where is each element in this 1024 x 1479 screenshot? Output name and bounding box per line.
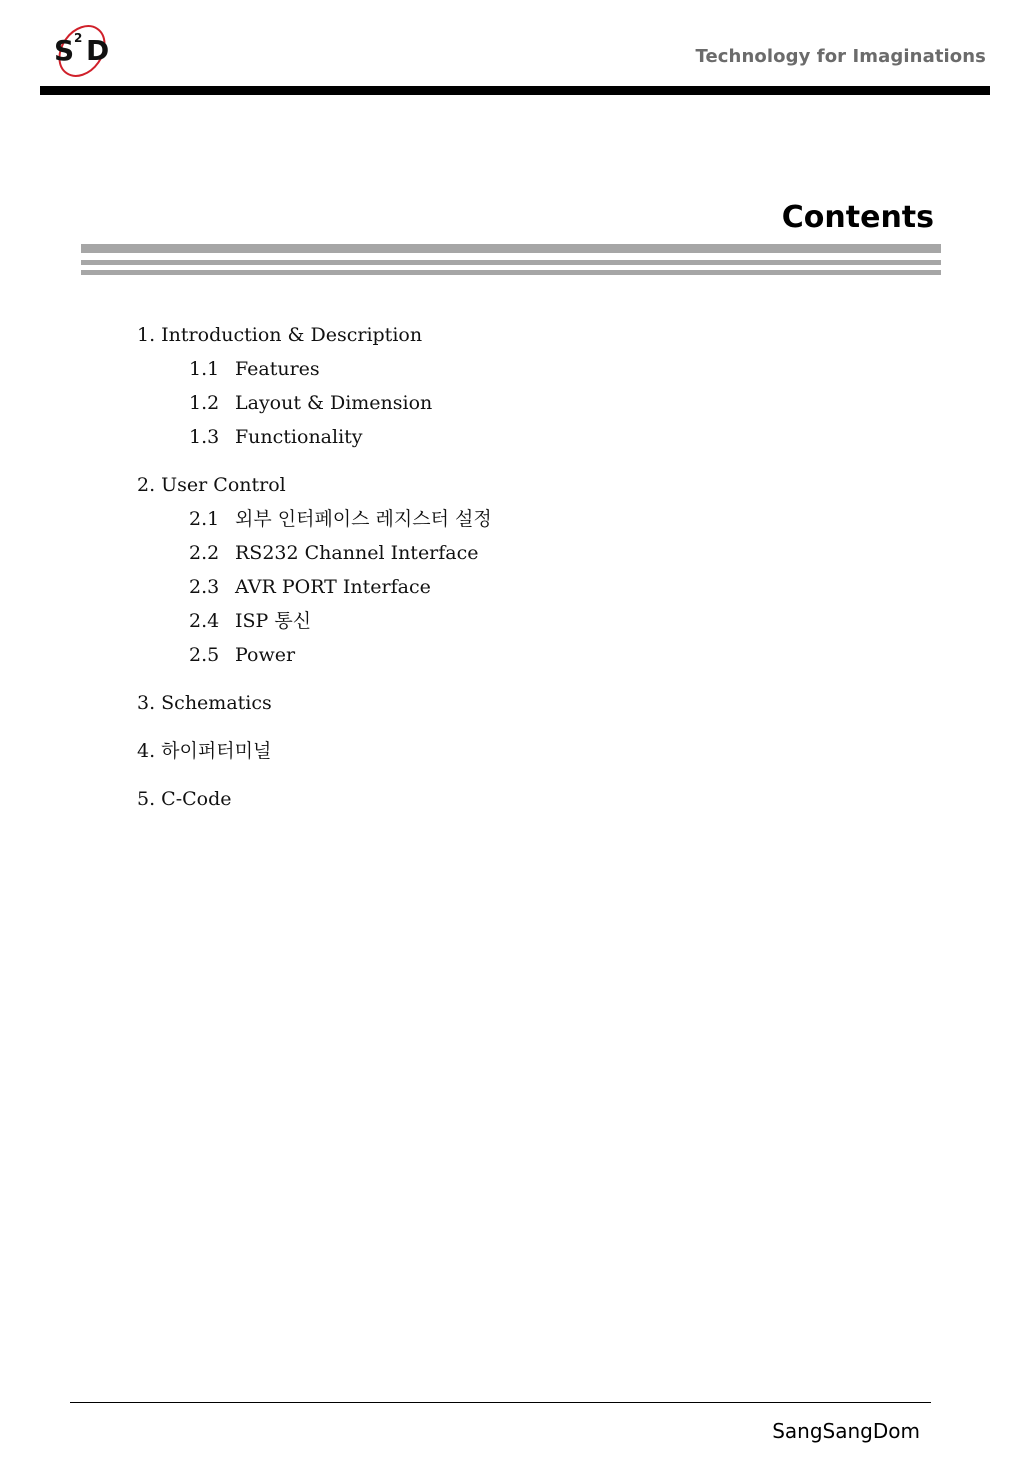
header-tagline: Technology for Imaginations [695,46,986,67]
toc-subentry-number: 2.2 [189,542,220,564]
svg-text:D: D [86,34,110,67]
toc-subentry[interactable] [137,386,492,420]
toc-subentry-label: Power [235,644,296,666]
toc-section-3 [137,686,492,720]
toc-subentry-label: Features [235,358,320,380]
toc-subentry[interactable] [137,420,492,454]
toc-entry[interactable]: 2. User Control [137,474,286,496]
toc-subentry-label: AVR PORT Interface [235,576,431,598]
toc-subentry-number: 1.1 [189,358,220,380]
title-underline-bars [81,244,941,275]
toc-subentry[interactable] [137,604,492,638]
toc-entry[interactable]: 5. C-Code [137,788,232,810]
company-logo [50,20,116,80]
toc-subentry[interactable] [137,352,492,386]
toc-subentry[interactable] [137,502,492,536]
toc-subentry-label: Functionality [235,426,363,448]
toc-section-2 [137,468,492,672]
toc-subentry-label: RS232 Channel Interface [235,542,479,564]
toc-subentry[interactable] [137,570,492,604]
page-title: Contents [781,200,934,235]
toc-subentry-number: 2.3 [189,576,220,598]
toc-section-1 [137,318,492,454]
toc-entry[interactable]: 4. 하이퍼터미널 [137,740,272,762]
footer-company-name: SangSangDom [772,1419,920,1443]
toc-subentry-label: 외부 인터페이스 레지스터 설정 [235,508,492,530]
toc-subentry-number: 1.2 [189,392,220,414]
svg-text:2: 2 [74,31,83,45]
toc-section-4 [137,734,492,768]
toc-subentry-number: 2.4 [189,610,220,632]
header-divider [40,86,990,95]
footer-divider [70,1402,931,1403]
toc-subentry-number: 1.3 [189,426,220,448]
toc-subentry-number: 2.5 [189,644,220,666]
toc-subentry-label: ISP 통신 [235,610,312,632]
table-of-contents [137,318,492,830]
toc-entry[interactable]: 1. Introduction & Description [137,324,423,346]
toc-subentry-label: Layout & Dimension [235,392,433,414]
toc-entry[interactable]: 3. Schematics [137,692,272,714]
toc-section-5 [137,782,492,816]
toc-subentry-number: 2.1 [189,508,220,530]
svg-text:S: S [54,34,75,67]
toc-subentry[interactable] [137,536,492,570]
toc-subentry[interactable] [137,638,492,672]
